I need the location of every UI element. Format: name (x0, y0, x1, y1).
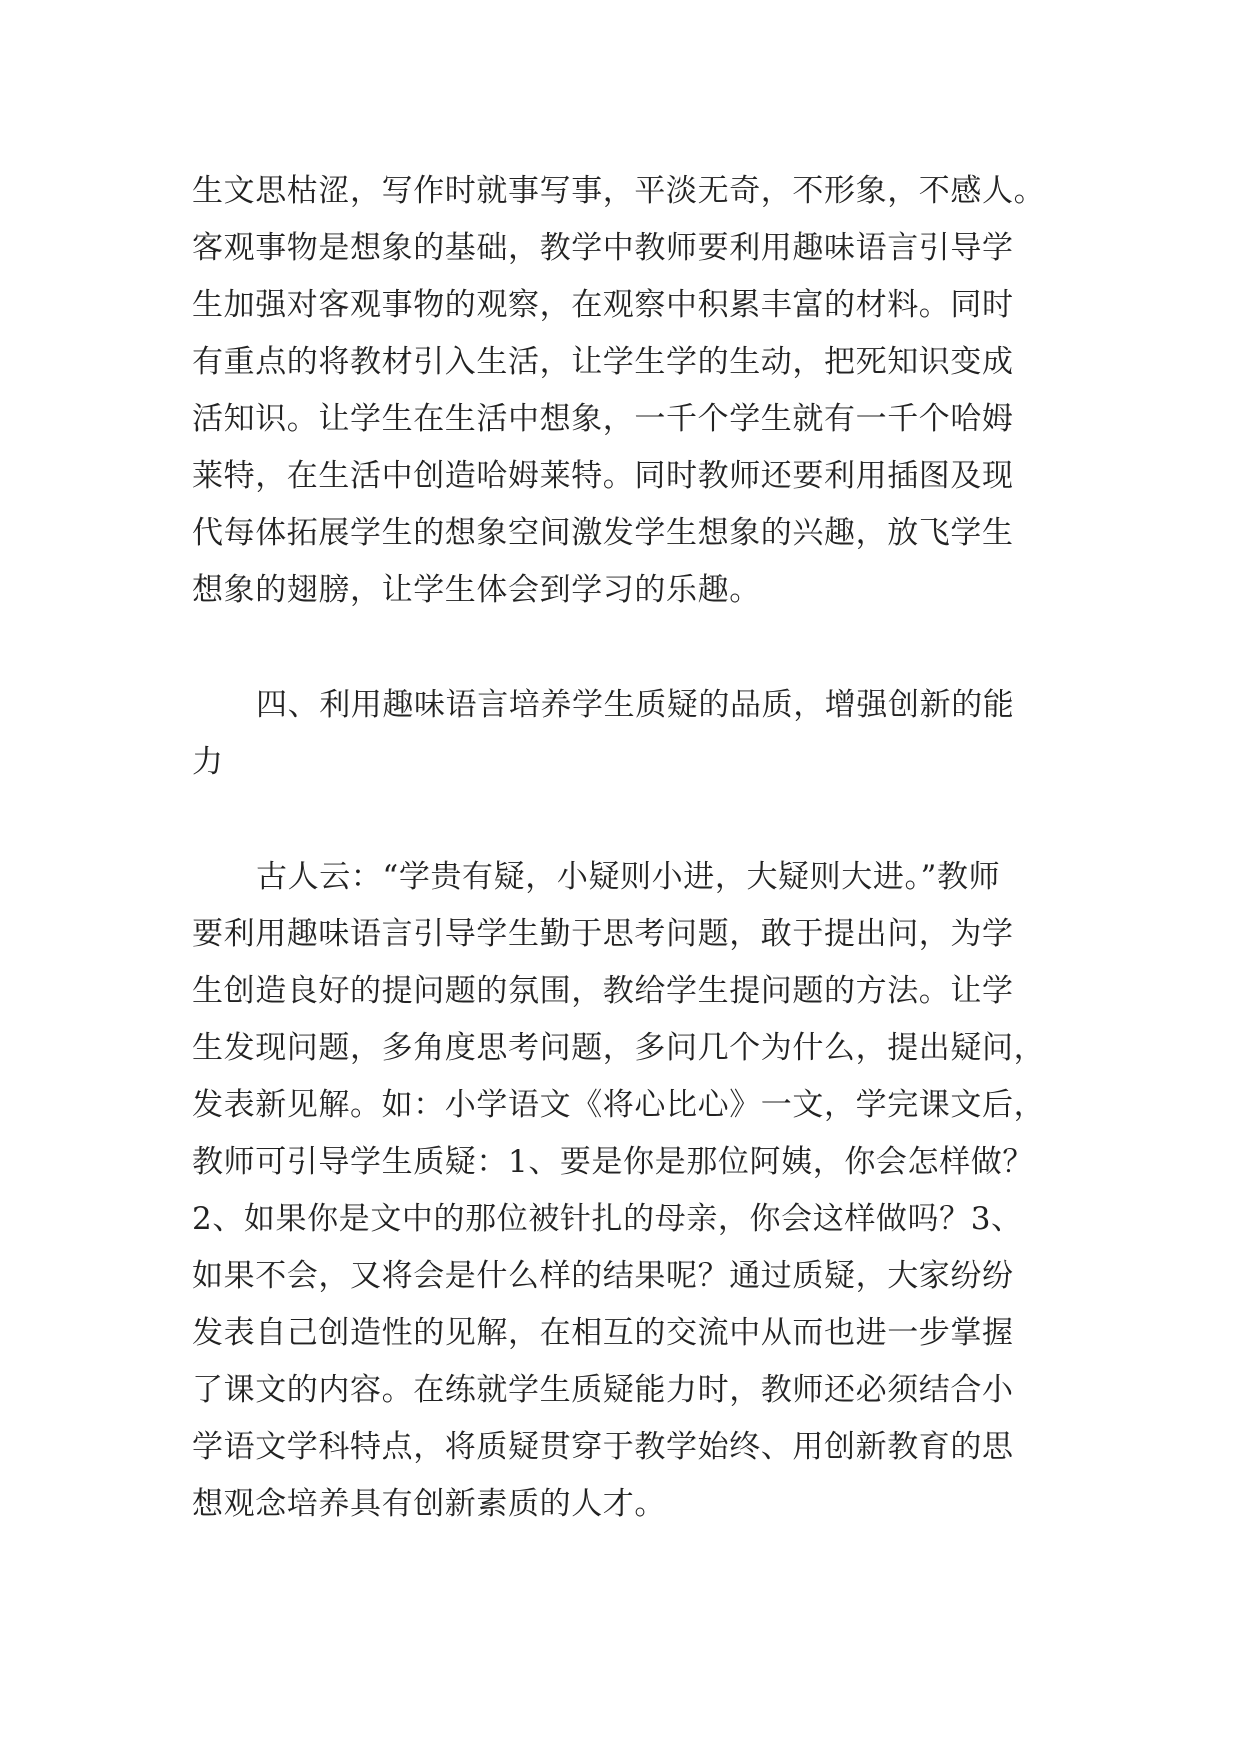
paragraph-line: 有重点的将教材引入生活，让学生学的生动，把死知识变成 (192, 344, 1014, 380)
paragraph-line: 想象的翅膀，让学生体会到学习的乐趣。 (192, 572, 761, 608)
paragraph-line: 教师可引导学生质疑：1、要是你是那位阿姨，你会怎样做？ (192, 1144, 1034, 1180)
paragraph-line: 生加强对客观事物的观察，在观察中积累丰富的材料。同时 (192, 287, 1014, 323)
paragraph-line: 代每体拓展学生的想象空间激发学生想象的兴趣，放飞学生 (192, 515, 1014, 551)
heading-line: 力 (192, 744, 224, 780)
paragraph-line: 生创造良好的提问题的氛围，教给学生提问题的方法。让学 (192, 973, 1014, 1009)
paragraph-line: 莱特，在生活中创造哈姆莱特。同时教师还要利用插图及现 (192, 458, 1014, 494)
paragraph-line: 如果不会，又将会是什么样的结果呢？通过质疑，大家纷纷 (192, 1258, 1014, 1294)
section-heading-4 (192, 677, 1060, 791)
paragraph-line: 发表新见解。如：小学语文《将心比心》一文，学完课文后， (192, 1087, 1046, 1123)
paragraph-line: 学语文学科特点，将质疑贯穿于教学始终、用创新教育的思 (192, 1429, 1014, 1465)
paragraph-line: 想观念培养具有创新素质的人才。 (192, 1486, 666, 1522)
paragraph-line: 要利用趣味语言引导学生勤于思考问题，敢于提出问，为学 (192, 916, 1014, 952)
text-column (192, 163, 1060, 1533)
paragraph-line: 发表自己创造性的见解，在相互的交流中从而也进一步掌握 (192, 1315, 1014, 1351)
paragraph-line: 活知识。让学生在生活中想象，一千个学生就有一千个哈姆 (192, 401, 1014, 437)
paragraph-line: 古人云：“学贵有疑，小疑则小进，大疑则大进。”教师 (256, 859, 1001, 895)
paragraph-questioning (192, 849, 1060, 1533)
paragraph-line: 客观事物是想象的基础，教学中教师要利用趣味语言引导学 (192, 230, 1014, 266)
paragraph-line: 生文思枯涩，写作时就事写事，平淡无奇，不形象，不感人。 (192, 173, 1046, 209)
paragraph-spacing (192, 791, 1060, 849)
paragraph-line: 生发现问题，多角度思考问题，多问几个为什么，提出疑问， (192, 1030, 1046, 1066)
paragraph-spacing (192, 619, 1060, 677)
heading-line: 四、利用趣味语言培养学生质疑的品质，增强创新的能 (256, 687, 1015, 723)
paragraph-imagination (192, 163, 1060, 619)
paragraph-line: 2、如果你是文中的那位被针扎的母亲，你会这样做吗？3、 (192, 1201, 1023, 1237)
paragraph-line: 了课文的内容。在练就学生质疑能力时，教师还必须结合小 (192, 1372, 1014, 1408)
